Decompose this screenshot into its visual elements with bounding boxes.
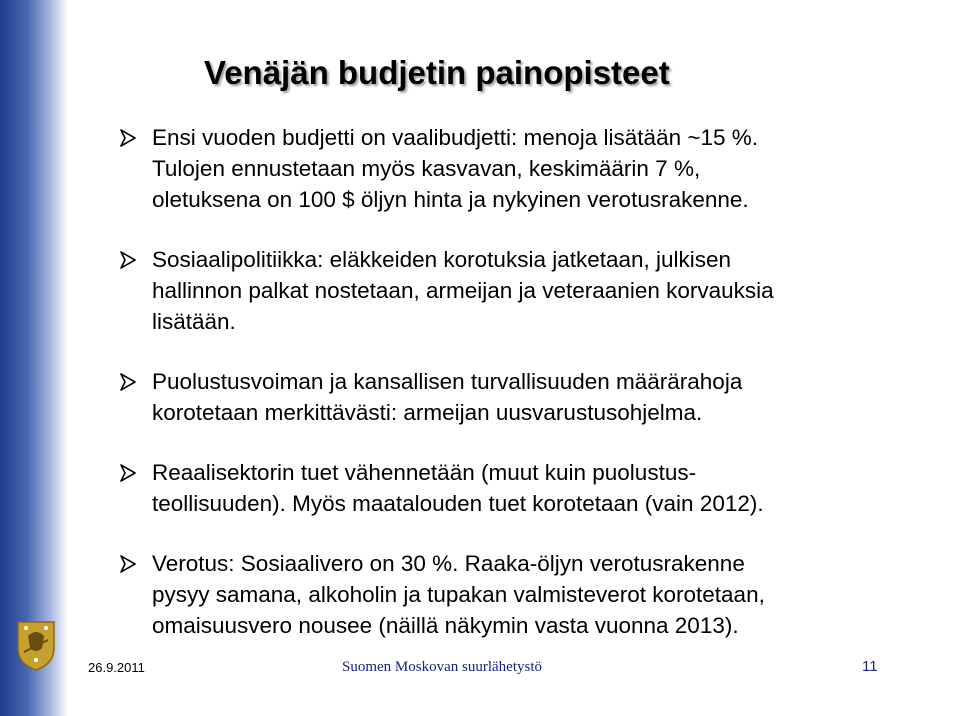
bullet-item bbox=[118, 548, 898, 641]
bullet-item bbox=[118, 366, 898, 428]
bullet-item bbox=[118, 244, 898, 337]
arrow-bullet-icon bbox=[118, 554, 138, 574]
sidebar-gradient bbox=[0, 0, 68, 716]
arrow-bullet-icon bbox=[118, 372, 138, 392]
bullet-text: Sosiaalipolitiikka: eläkkeiden korotuksia jatketaan, julkisen hallinnon palkat nostetaan, armeijan ja veteraanien korvauksia lisätään. bbox=[152, 247, 774, 334]
arrow-bullet-icon bbox=[118, 463, 138, 483]
bullet-text: Ensi vuoden budjetti on vaalibudjetti: menoja lisätään ~15 %. Tulojen ennustetaan myös kasvavan, keskimäärin 7 %, oletuksena on 100 $ öljyn hinta ja nykyinen verotusrakenne. bbox=[152, 125, 759, 212]
bullet-list bbox=[118, 122, 898, 641]
bullet-item bbox=[118, 122, 898, 215]
arrow-bullet-icon bbox=[118, 250, 138, 270]
bullet-text: Verotus: Sosiaalivero on 30 %. Raaka-öljyn verotusrakenne pysyy samana, alkoholin ja tupakan valmisteverot korotetaan, omaisuusvero nousee (näillä näkymin vasta vuonna 2013). bbox=[152, 551, 765, 638]
slide-title: Venäjän budjetin painopisteet bbox=[204, 54, 670, 91]
footer-organization: Suomen Moskovan suurlähetystö bbox=[342, 659, 542, 675]
bullet-item bbox=[118, 457, 898, 519]
coat-of-arms-icon bbox=[14, 618, 58, 672]
bullet-text: Reaalisektorin tuet vähennetään (muut kuin puolustus- teollisuuden). Myös maatalouden tuet korotetaan (vain 2012). bbox=[152, 460, 764, 516]
arrow-bullet-icon bbox=[118, 128, 138, 148]
bullet-text: Puolustusvoiman ja kansallisen turvallisuuden määrärahoja korotetaan merkittävästi: armeijan uusvarustusohjelma. bbox=[152, 369, 743, 425]
footer-date: 26.9.2011 bbox=[88, 660, 145, 675]
page-number: 11 bbox=[862, 658, 878, 675]
